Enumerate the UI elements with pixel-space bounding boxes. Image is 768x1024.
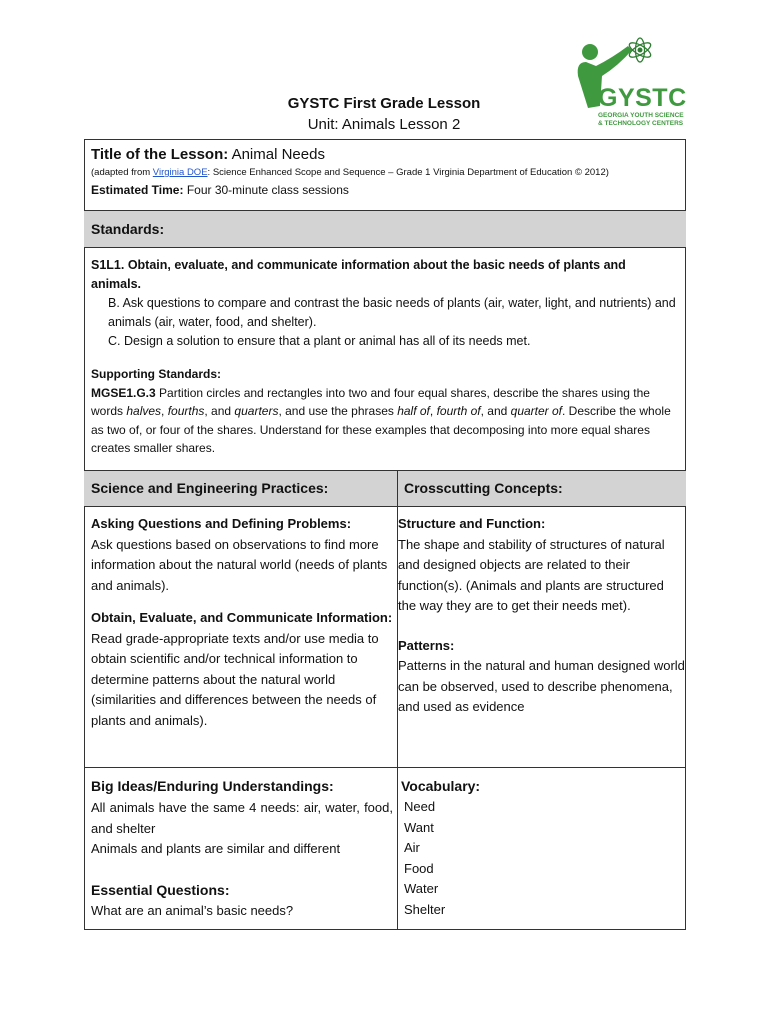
vocabulary-column	[401, 776, 681, 920]
practices-column	[91, 514, 393, 731]
practice-2-title: Obtain, Evaluate, and Communicate Information:	[91, 610, 393, 625]
practices-heading-row	[84, 470, 686, 507]
vocab-item: Water	[404, 881, 439, 896]
practice-1-text: Ask questions based on observations to find more information about the natural world (needs of plants and animals).	[91, 536, 388, 593]
crosscutting-heading: Crosscutting Concepts:	[404, 480, 563, 496]
supporting-standards: Supporting Standards: MGSE1.G.3 Partition circles and rectangles into two and four equal shares, describe the shares using the words halves, fourths, and quarters, and use the phrases half of, fourth of, and quarter of. Describe the whole as two of, or four of the shares. Understand for these examples that decomposing into more equal shares creates smaller shares.	[91, 367, 671, 455]
big-ideas-heading: Big Ideas/Enduring Understandings:	[91, 778, 334, 794]
big-idea-1: All animals have the same 4 needs: air, water, food, and shelter	[91, 800, 393, 836]
vocab-item: Food	[404, 860, 434, 876]
essential-question: What are an animal’s basic needs?	[91, 902, 294, 918]
big-idea-2: Animals and plants are similar and different	[91, 841, 341, 856]
concept-1-title: Structure and Function:	[398, 516, 546, 531]
estimated-time: Estimated Time: Four 30-minute class sessions	[91, 183, 349, 197]
essential-questions-heading: Essential Questions:	[91, 881, 230, 898]
practices-heading: Science and Engineering Practices:	[91, 480, 329, 496]
vocab-item: Shelter	[404, 901, 446, 917]
big-ideas-column	[91, 776, 393, 921]
standard-main: S1L1. Obtain, evaluate, and communicate information about the basic needs of plants and animals.	[91, 258, 626, 291]
virginia-doe-link[interactable]: Virginia DOE	[152, 167, 208, 178]
row-divider	[84, 767, 686, 768]
logo-subtitle: GEORGIA YOUTH SCIENCE & TECHNOLOGY CENTERS	[598, 112, 684, 127]
adapted-from-note: (adapted from Virginia DOE: Science Enhanced Scope and Sequence – Grade 1 Virginia Department of Education © 2012)	[91, 167, 609, 178]
concept-2-title: Patterns:	[398, 637, 455, 653]
table-bottom-border	[84, 929, 686, 930]
vocabulary-heading: Vocabulary:	[401, 778, 481, 794]
unit-title: Unit: Animals Lesson 2	[307, 116, 461, 133]
logo-wordmark: GYSTC	[598, 84, 687, 112]
concept-2-text: Patterns in the natural and human designed world can be observed, used to describe phenomena, and used as evidence	[398, 658, 685, 714]
standard-c: C. Design a solution to ensure that a plant or animal has all of its needs met.	[108, 334, 531, 348]
standards-heading: Standards:	[84, 210, 686, 248]
vocab-item: Air	[404, 840, 420, 855]
concept-1-text: The shape and stability of structures of natural and designed objects are related to their function(s). (Animals and plants are structured the way they are to get their needs met).	[398, 536, 665, 613]
standards-body	[84, 248, 686, 470]
document-title: GYSTC First Grade Lesson	[287, 95, 481, 112]
practice-2-text: Read grade-appropriate texts and/or use media to obtain scientific and/or technical information to determine patterns about the natural world (similarities and differences between the needs of plants and animals).	[91, 630, 379, 728]
vocab-item: Want	[404, 819, 434, 835]
lesson-title: Title of the Lesson: Animal Needs	[91, 146, 325, 163]
crosscutting-column	[398, 514, 685, 718]
column-divider-bottom	[397, 767, 398, 930]
standard-b: B. Ask questions to compare and contrast the basic needs of plants (air, water, light, and nutrients) and animals (air, water, food, and shelter).	[108, 296, 676, 329]
vocab-item: Need	[404, 799, 436, 814]
lesson-title-section	[84, 139, 686, 210]
practice-1-title: Asking Questions and Defining Problems:	[91, 516, 352, 531]
